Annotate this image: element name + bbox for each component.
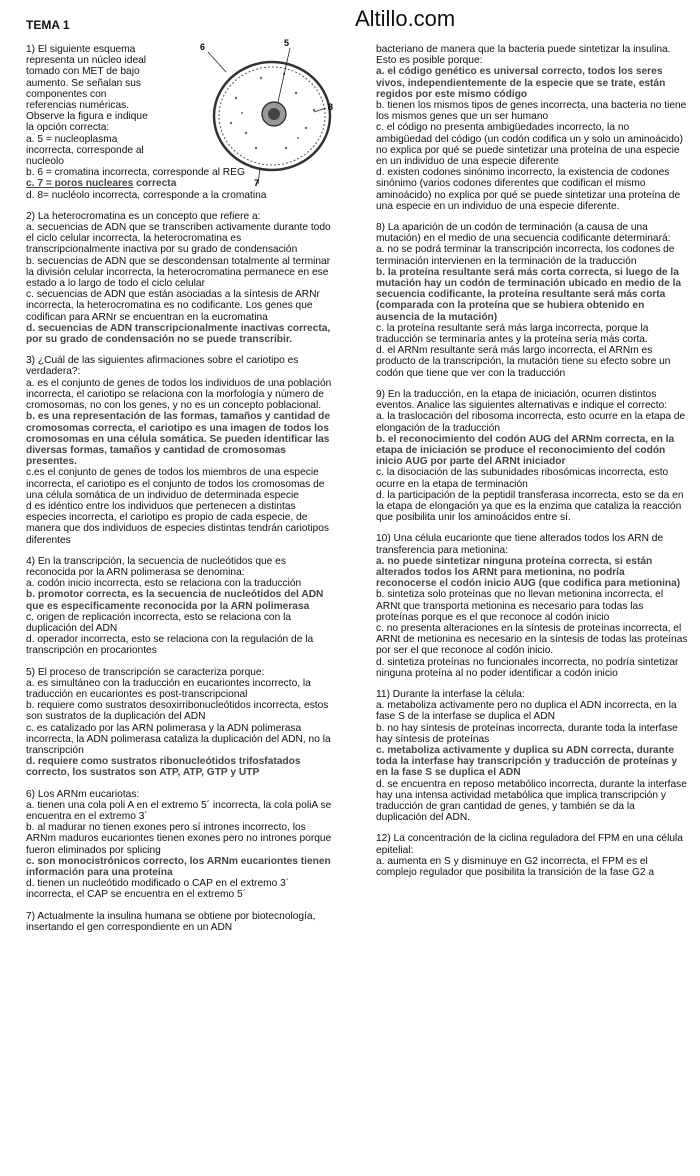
answer-option: d. el ARNm resultante será más largo incorrecta, el ARNm es producto de la transcripción, la mutación tiene su efecto sobre un codón que tiene que ver con la traducción: [376, 345, 671, 379]
right-column: [376, 44, 688, 888]
correct-option: c. son monocistrónicos correcto, los ARNm eucariontes tienen información para una proteína: [26, 855, 331, 879]
correct-option: b. promotor correcta, es la secuencia de nucleótidos del ADN que es específicamente reconocida por la ARN polimerasa: [26, 589, 324, 612]
question-stem: 2) La heterocromatina es un concepto que refiere a:: [26, 210, 261, 222]
q1-intro-line: aumento. Se señalan sus: [26, 77, 141, 89]
correct-option: b. el reconocimiento del codón AUG del ARNm correcta, en la etapa de iniciación se produce el reconocimiento del codón inicio AUG por parte del ARNt iniciador: [376, 433, 675, 468]
correct-option: b. es una representación de las formas, tamaños y cantidad de cromosomas correcta, el cariotipo es una imagen de todos los cromosomas en una célula somática. Se pueden identificar las diversas formas, tamaños y cantidad de cromosomas presentes.: [26, 411, 331, 468]
question-stem: 7) Actualmente la insulina humana se obtiene por biotecnología, insertando el gen correspondiente en un ADN: [26, 910, 316, 933]
q1-option-a-note: incorrecta, corresponde al nucleolo: [26, 144, 144, 168]
question-stem: 6) Los ARNm eucariotas:: [26, 788, 140, 800]
q1-intro-line: componentes con: [26, 88, 107, 100]
answer-option: c. la proteína resultante será más larga incorrecta, porque la traducción se terminaría antes y la proteína sería más corta.: [376, 322, 649, 346]
answer-option: d. sintetiza proteínas no funcionales incorrecta, no podría sintetizar ninguna proteína al no poder identificar a codón inicio: [376, 656, 679, 679]
figure-label-6: 6: [200, 42, 206, 52]
answer-option: d. existen codones sinónimo incorrecto, la existencia de codones sinónimo (varios codones diferentes que codifican el mismo aminoácido) no explica por qué se puede sintetizar una proteína de una especie en un individuo de una especie diferente.: [376, 167, 681, 212]
answer-option: a. no se podrá terminar la transcripción incorrecta, los codones de terminación intervienen en la terminación de la traducción: [376, 244, 675, 267]
right-questions: [376, 44, 688, 878]
site-brand[interactable]: Altillo.com: [355, 6, 456, 31]
answer-option: d es idéntico entre los individuos que pertenecen a distintas especies incorrecta, el cariotipo es propio de cada especie, de manera que dos individuos de especies distintas tendrán cariotipos diferentes: [26, 500, 329, 546]
question-block: [376, 389, 688, 523]
figure-label-8: 8: [328, 102, 334, 112]
answer-option: c.es el conjunto de genes de todos los miembros de una especie incorrecta, el cariotipo es el conjunto de todos los cromosomas de una célula somática de un individuo de determinada especie: [26, 467, 325, 501]
answer-option: a. es simultáneo con la traducción en eucariontes incorrecto, la traducción en eucariontes es post-transcripcional: [26, 677, 311, 700]
correct-option: d. requiere como sustratos ribonucleótidos trifosfatados correcto, los sustratos son ATP, ATP, GTP y UTP: [26, 756, 301, 779]
q1-option-c-note: correcta: [136, 178, 177, 190]
q1-option-d-note: incorrecta, corresponde a la cromatina: [92, 189, 267, 201]
q1-option-b: b. 6 = cromatina: [26, 167, 100, 179]
answer-option: d. se encuentra en reposo metabólico incorrecta, durante la interfase hay una intensa actividad metabólica que implica transcripción y traducción de gran cantidad de genes, y también se da la duplicación del ADN.: [376, 778, 687, 824]
q1-option-d: d. 8= nucléolo: [26, 189, 90, 201]
answer-option: a. secuencias de ADN que se transcriben activamente durante todo el ciclo celular incorrecta, la heterocromatina es transcripcionalmente inactiva por su grado de condensación: [26, 222, 331, 256]
question-block: [376, 222, 688, 379]
question-stem: 3) ¿Cuál de las siguientes afirmaciones sobre el cariotipo es verdadera?:: [26, 355, 299, 378]
answer-option: a. codón inicio incorrecta, esto se relaciona con la traducción: [26, 578, 302, 590]
q1-option-a: a. 5 = nucleoplasma: [26, 133, 118, 145]
question-stem: 12) La concentración de la ciclina reguladora del FPM en una célula epitelial:: [376, 833, 683, 856]
question-stem: 11) Durante la interfase la célula:: [376, 688, 525, 700]
figure-label-7: 7: [254, 178, 260, 188]
q1-intro-line: Observe la figura e indique: [26, 111, 148, 123]
question-block: [26, 667, 334, 779]
question-block: [26, 911, 334, 933]
question-block: [376, 833, 688, 878]
answer-option: b. tienen los mismos tipos de genes incorrecta, una bacteria no tiene los mismos genes que un ser humano: [376, 100, 687, 123]
answer-option: b. sintetiza solo proteínas que no llevan metionina incorrecta, el ARNt que transporta metionina es necesario para todas las proteínas porque es el que reconoce al codón inicio: [376, 589, 664, 623]
question-stem: 4) En la transcripción, la secuencia de nucleótidos que es reconocida por la ARN polimerasa se denomina:: [26, 555, 286, 578]
question-block: [26, 211, 334, 345]
question-stem: 10) Una célula eucarionte que tiene alterados todos los ARN de transferencia para metionina:: [376, 533, 664, 556]
answer-option: b. no hay síntesis de proteínas incorrecta, durante toda la interfase hay síntesis de proteínas: [376, 722, 678, 745]
q1-intro-line: 1) El siguiente esquema: [26, 44, 136, 55]
q1-intro-line: referencias numéricas.: [26, 100, 130, 112]
answer-option: b. requiere como sustratos desoxirribonucleótidos incorrecta, estos son sustratos de la duplicación del ADN: [26, 700, 329, 723]
answer-option: b. secuencias de ADN que se descondensan totalmente al terminar la división celular incorrecta, la heterocromatina permanece en ese estado a lo largo de todo el ciclo celular: [26, 255, 331, 290]
answer-option: c. es catalizado por las ARN polimerasa y la ADN polimerasa incorrecta, la ADN polimerasa cataliza la duplicación del ADN, no la transcripción: [26, 722, 331, 756]
question-stem: bacteriano de manera que la bacteria puede sintetizar la insulina. Esto es posible porque:: [376, 44, 671, 67]
q1-intro-line: tomado con MET de bajo: [26, 66, 140, 78]
answer-option: c. la disociación de las subunidades ribosómicas incorrecta, esto ocurre en la etapa de terminación: [376, 467, 669, 490]
question-block: [376, 44, 688, 212]
answer-option: a. la traslocación del ribosoma incorrecta, esto ocurre en la etapa de elongación de la traducción: [376, 411, 686, 434]
correct-option: a. el código genético es universal correcto, todos los seres vivos, independientemente de la especie que se trate, están regidos por este mismo código: [376, 66, 666, 100]
question-1: [26, 44, 334, 201]
q1-option-c: c. 7 = poros nucleares: [26, 178, 134, 190]
q1-intro-line: representa un núcleo ideal: [26, 55, 147, 67]
answer-option: d. la participación de la peptidil transferasa incorrecta, esto se da en la etapa de elongación ya que es la enzima que cataliza la reacción que posibilita unir los aminoácidos entre sí.: [376, 489, 684, 524]
question-stem: 8) La aparición de un codón de terminación (a causa de una mutación) en el medio de una secuencia codificante determinará:: [376, 222, 671, 245]
correct-option: b. la proteína resultante será más corta correcta, si luego de la mutación hay un codón de terminación ubicado en medio de la secuencia codificante, la proteína resultante será más corta (comparada con la proteína que se hubiera obtenido en ausencia de la mutación): [376, 266, 682, 323]
answer-option: b. al madurar no tienen exones pero sí intrones incorrecto, los ARNm maduros eucariontes tienen exones pero no intrones porque fueron eliminados por splicing: [26, 822, 332, 856]
answer-option: c. secuencias de ADN que están asociadas a la síntesis de ARNr incorrecta, la heterocromatina es no codificante. Los genes que codifican para ARNr se encuentran en la eucromatina: [26, 289, 320, 323]
answer-option: d. operador incorrecta, esto se relaciona con la regulación de la transcripción en procariontes: [26, 634, 314, 657]
question-block: [26, 556, 334, 657]
answer-option: a. tienen una cola poli A en el extremo 5´ incorrecta, la cola poliA se encuentra en el extremo 3´: [26, 799, 332, 822]
answer-option: a. aumenta en S y disminuye en G2 incorrecta, el FPM es el complejo regulador que posibilita la transición de la fase G2 a: [376, 855, 655, 879]
question-block: [376, 533, 688, 679]
correct-option: a. no puede sintetizar ninguna proteína correcta, si están alterados todos los ARNt para metionina, no podría reconocerse el codón inicio AUG (que codifica para metionina): [376, 555, 681, 590]
question-block: [376, 689, 688, 823]
correct-option: c. metaboliza activamente y duplica su ADN correcta, durante toda la interfase hay transcripción y traducción de proteínas y en la fase S se duplica el ADN: [376, 744, 678, 779]
correct-option: d. secuencias de ADN transcripcionalmente inactivas correcta, por su grado de condensación no se puede transcribir.: [26, 322, 331, 346]
answer-option: d. tienen un nucleótido modificado o CAP en el extremo 3´ incorrecta, el CAP se encuentra en el extremo 5´: [26, 878, 290, 901]
answer-option: c. no presenta alteraciones en la síntesis de proteínas incorrecta, el ARNt de metionina es necesario en la síntesis de todas las proteínas por ser el que reconoce al codón inicio.: [376, 622, 688, 657]
figure-label-5: 5: [284, 38, 290, 48]
answer-option: c. el código no presenta ambigüedades incorrecto, la no ambigüedad del código (un codón codifica un y solo un aminoácido) no explica por qué se puede sintetizar una proteína de una especie en un individuo de una especie diferente: [376, 122, 683, 168]
left-questions: [26, 211, 334, 933]
answer-option: c. origen de replicación incorrecta, esto se relaciona con la duplicación del ADN: [26, 611, 292, 634]
section-title: TEMA 1: [26, 18, 70, 32]
q1-option-b-note: incorrecta, corresponde al REG: [102, 167, 245, 179]
question-stem: 9) En la traducción, en la etapa de iniciación, ocurren distintos eventos. Analice las siguientes alternativas e indique el correcto:: [376, 388, 668, 412]
q1-intro-line: la opción correcta:: [26, 122, 110, 134]
question-stem: 5) El proceso de transcripción se caracteriza porque:: [26, 666, 265, 678]
left-column: [26, 44, 334, 943]
question-block: [26, 355, 334, 545]
answer-option: a. es el conjunto de genes de todos los individuos de una población incorrecta, el cariotipo se relaciona con la morfología y número de cromosomas, no con los genes, y no es un concepto poblacional.: [26, 377, 332, 412]
question-block: [26, 789, 334, 901]
answer-option: a. metaboliza activamente pero no duplica el ADN incorrecta, en la fase S de la interfase se duplica el ADN: [376, 700, 677, 723]
